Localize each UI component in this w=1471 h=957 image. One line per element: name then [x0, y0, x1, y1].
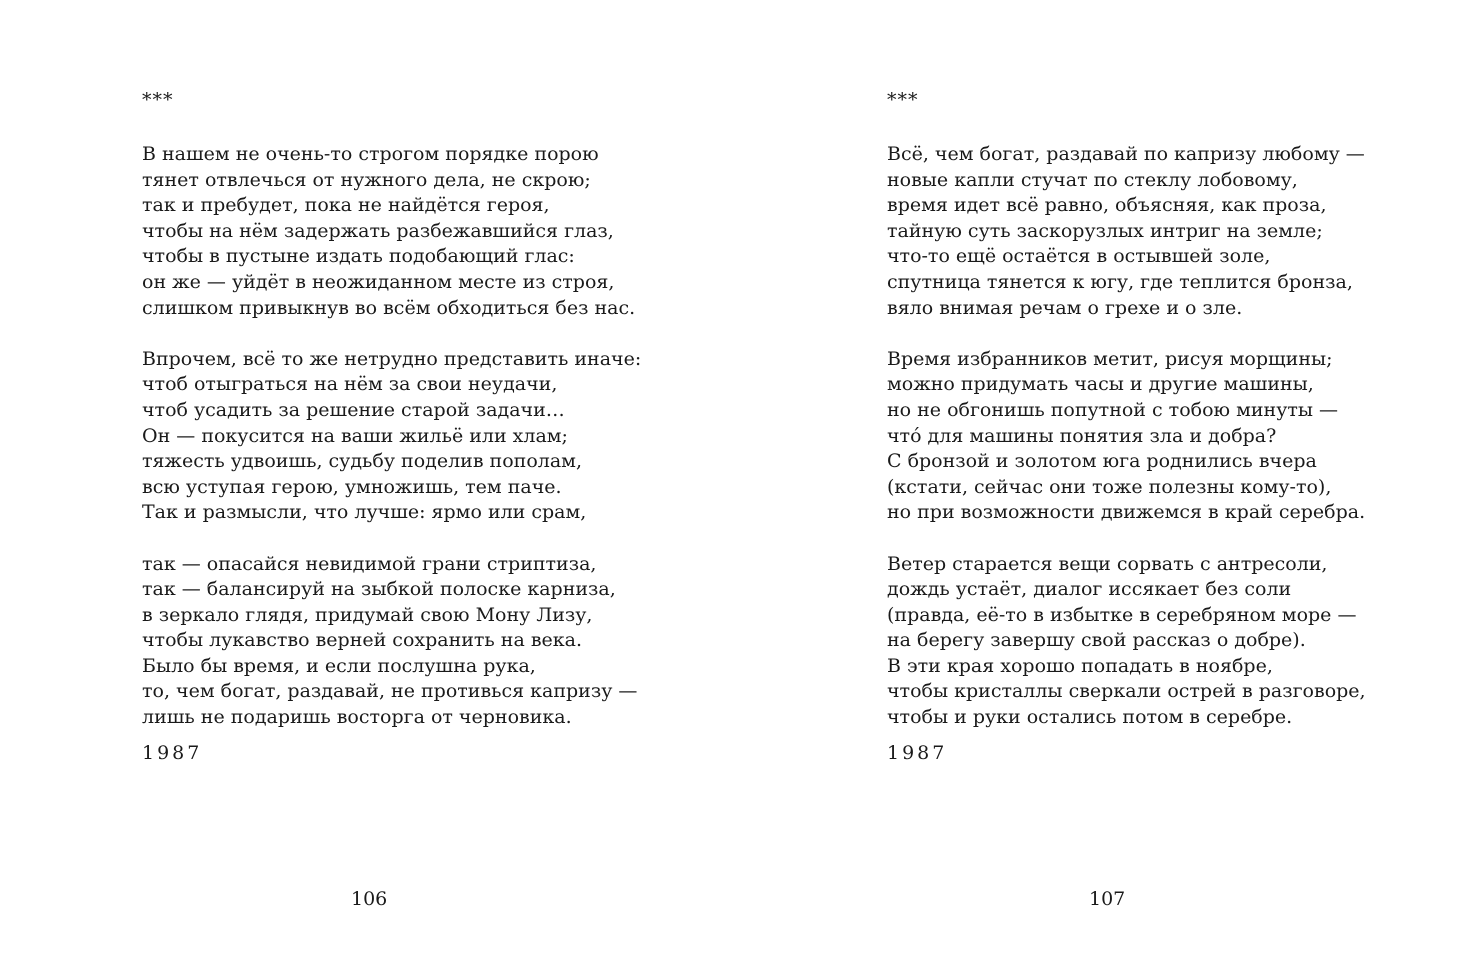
poem-line: Так и размысли, что лучше: ярмо или срам,	[142, 501, 587, 524]
poem-line: на берегу завершу свой рассказ о добре).	[887, 629, 1306, 652]
poem-line: он же — уйдёт в неожиданном месте из строя,	[142, 270, 615, 293]
poem-text	[887, 142, 1366, 731]
stanza	[142, 142, 641, 321]
left-page	[142, 0, 702, 957]
poem-line: тянет отвлечься от нужного дела, не скрою;	[142, 168, 591, 191]
poem-line: так и пребудет, пока не найдётся героя,	[142, 194, 550, 217]
poem-line: всю уступая герою, умножишь, тем паче.	[142, 475, 562, 498]
poem-line: вяло внимая речам о грехе и о зле.	[887, 296, 1243, 319]
poem-line: чтоб усадить за решение старой задачи…	[142, 398, 565, 421]
poem-line: чтобы лукавство верней сохранить на века.	[142, 629, 583, 652]
poem-line: Впрочем, всё то же нетрудно представить иначе:	[142, 347, 642, 370]
poem-line: что-то ещё остаётся в остывшей золе,	[887, 245, 1271, 268]
poem-line: в зеркало глядя, придумай свою Мону Лизу,	[142, 603, 593, 626]
right-page	[887, 0, 1447, 957]
stanza	[887, 552, 1366, 731]
poem-line: тяжесть удвоишь, судьбу поделив пополам,	[142, 450, 582, 473]
poem-line: чтобы на нём задержать разбежавшийся глаз,	[142, 219, 614, 242]
poem-line: слишком привыкнув во всём обходиться без нас.	[142, 296, 636, 319]
poem-line: В нашем не очень-то строгом порядке порою	[142, 143, 599, 165]
page-number: 106	[351, 888, 388, 910]
poem-line: чтобы в пустыне издать подобающий глас:	[142, 245, 575, 268]
poem-line: В эти края хорошо попадать в ноябре,	[887, 654, 1273, 677]
poem-line: но при возможности движемся в край серебра.	[887, 501, 1366, 524]
poem-line: чтобы кристаллы сверкали острей в разговоре,	[887, 680, 1366, 703]
stanza	[142, 552, 641, 731]
poem-line: чтоб отыграться на нём за свои неудачи,	[142, 373, 558, 396]
poem-line: так — опасайся невидимой грани стриптиза,	[142, 552, 597, 575]
poem-line: чтобы и руки остались потом в серебре.	[887, 706, 1293, 729]
poem-line: что́ для машины понятия зла и добра?	[887, 424, 1277, 447]
poem-line: новые капли стучат по стеклу лобовому,	[887, 168, 1298, 191]
poem-line: Ветер старается вещи сорвать с антресоли,	[887, 552, 1328, 575]
poem-line: но не обгонишь попутной с тобою минуты —	[887, 398, 1339, 421]
poem-line: Время избранников метит, рисуя морщины;	[887, 347, 1333, 370]
stanza	[887, 142, 1366, 321]
poem-line: Он — покусится на ваши жильё или хлам;	[142, 424, 568, 447]
stanza	[887, 347, 1366, 526]
poem-line: тайную суть заскорузлых интриг на земле;	[887, 219, 1323, 242]
poem-line: дождь устаёт, диалог иссякает без соли	[887, 578, 1292, 601]
poem-separator-stars: ***	[887, 89, 919, 111]
poem-line: лишь не подаришь восторга от черновика.	[142, 706, 572, 729]
poem-line: так — балансируй на зыбкой полоске карниза,	[142, 578, 616, 601]
poem-text	[142, 142, 641, 731]
poem-year: 1987	[887, 742, 948, 764]
stanza	[142, 347, 641, 526]
poem-line: Всё, чем богат, раздавай по капризу любому —	[887, 143, 1365, 165]
page-number: 107	[1089, 888, 1126, 910]
poem-line: С бронзой и золотом юга роднились вчера	[887, 450, 1317, 473]
poem-year: 1987	[142, 742, 203, 764]
poem-line: спутница тянется к югу, где теплится бронза,	[887, 270, 1353, 293]
poem-separator-stars: ***	[142, 89, 174, 111]
poem-line: можно придумать часы и другие машины,	[887, 373, 1314, 396]
poem-line: Было бы время, и если послушна рука,	[142, 654, 536, 677]
poem-line: (кстати, сейчас они тоже полезны кому-то),	[887, 475, 1332, 498]
poem-line: (правда, её-то в избытке в серебряном море —	[887, 603, 1357, 626]
poem-line: то, чем богат, раздавай, не противься капризу —	[142, 680, 638, 703]
poem-line: время идет всё равно, объясняя, как проза,	[887, 194, 1327, 217]
